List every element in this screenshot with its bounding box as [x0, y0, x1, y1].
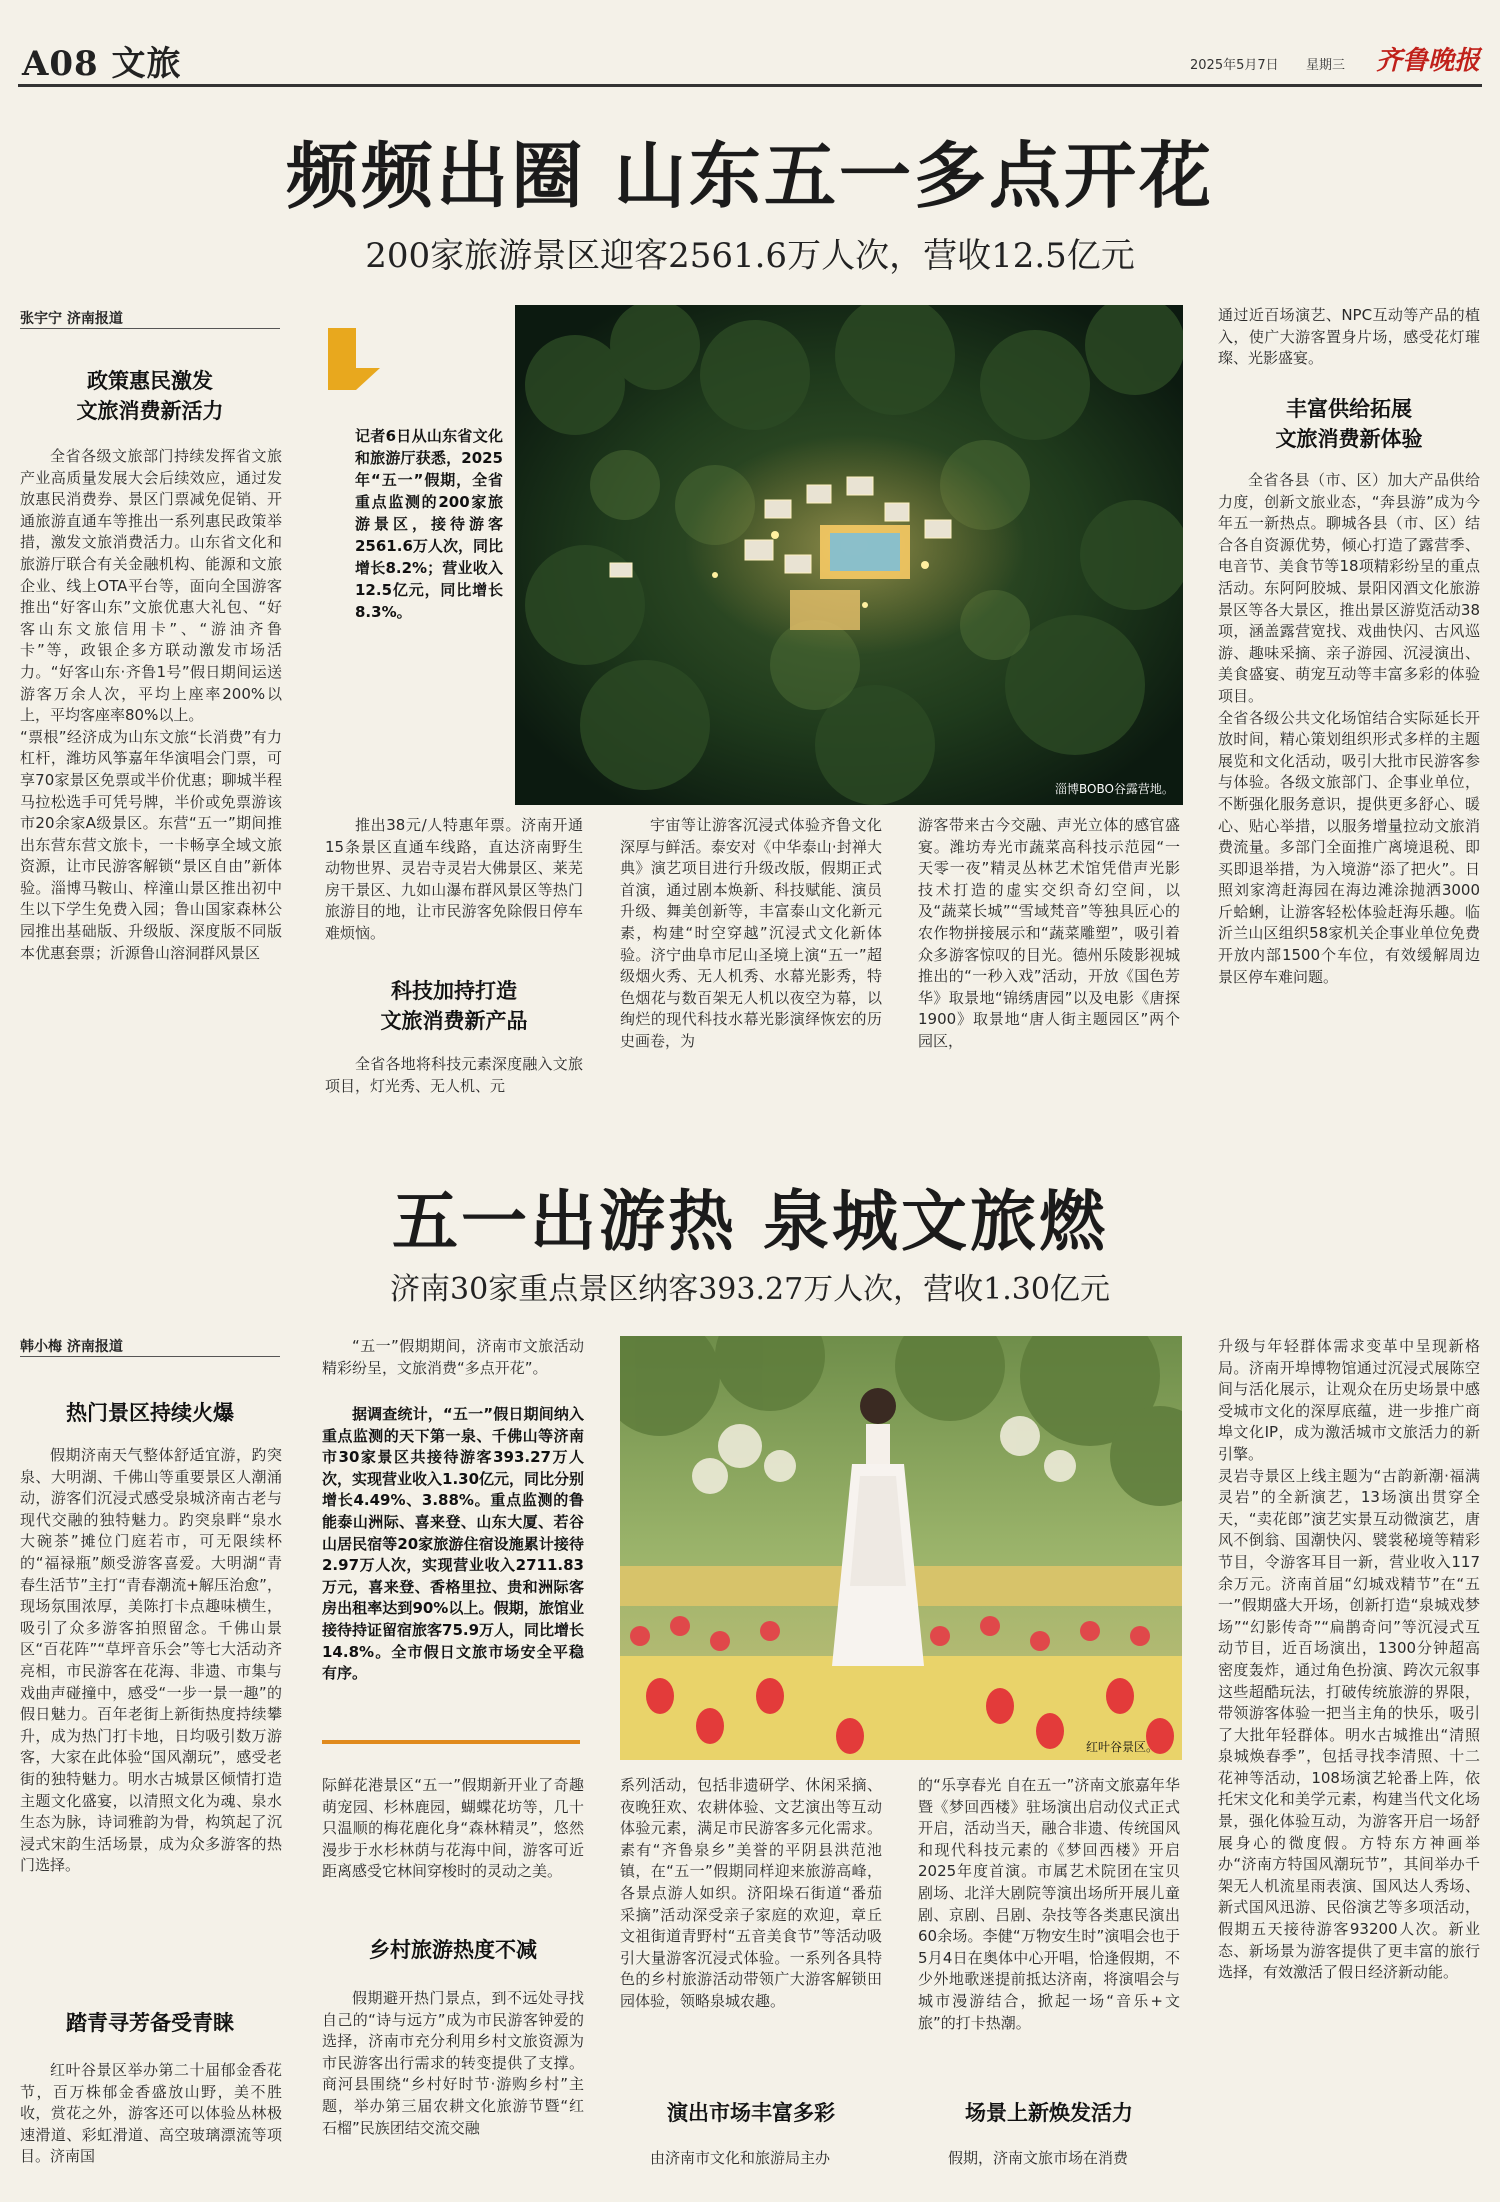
- story1-col2b-text: 全省各地将科技元素深度融入文旅项目，灯光秀、无人机、元: [325, 1055, 583, 1095]
- story1-byline: 张宇宁 济南报道: [20, 311, 123, 327]
- camping-photo: [515, 305, 1183, 805]
- lead-marker: [328, 328, 356, 390]
- story1-col2-text: 推出38元/人特惠年票。济南开通15条景区直通车线路，直达济南野生动物世界、灵岩寺灵岩大佛景区、莱芜房干景区、九如山瀑布群风景区等热门旅游目的地，让市民游客免除假日停车难烦恼。: [325, 816, 583, 942]
- story1-col1-text: 全省各级文旅部门持续发挥省文旅产业高质量发展大会后续效应，通过发放惠民消费券、景区门票减免促销、开通旅游直通车等推出一系列惠民政策举措，激发文旅消费活力。山东省文化和旅游厅联合有关金融机构、能源和文旅企业、线上OTA平台等，面向全国游客推出“好客山东”文旅优惠大礼包、“好客山东文旅信用卡”、“游油齐鲁卡”等，政银企多方联动激发市场活力。“好客山东·齐鲁1号”假日期间运送游客万余人次，平均上座率200%以上，平均客座率80%以上。 “票根”经济成为山东文旅“长消费”有力杠杆，潍坊风筝嘉年华演唱会门票，可享70家景区免票或半价优惠；聊城半程马拉松选手可凭号牌，半价或免票游该市20余家A级景区。东营“五一”期间推出东营东营文旅卡，一卡畅享全域文旅资源，让市民游客解锁“景区自由”新体验。淄博马鞍山、梓潼山景区推出初中生以下学生免费入园；鲁山国家森林公园推出基础版、升级版、深度版不同版本优惠套票；沂源鲁山溶洞群风景区: [20, 447, 282, 962]
- story1-headline: 频频出圈 山东五一多点开花: [285, 133, 1215, 218]
- stats-rule: [322, 1740, 580, 1744]
- lead-marker-tail: [356, 368, 380, 390]
- story1-section-title-tech: 科技加持打造 文旅消费新产品: [380, 978, 528, 1033]
- story1-col3-text: 宇宙等让游客沉浸式体验齐鲁文化深厚与鲜活。泰安对《中华泰山·封禅大典》演艺项目进行升级改版，假期正式首演，通过剧本焕新、科技赋能、演员升级、舞美创新等，丰富泰山文化新元素，构建“时空穿越”沉浸式文化新体验。济宁曲阜市尼山圣境上演“五一”超级烟火秀、无人机秀、水幕光影秀，特色烟花与数百架无人机以夜空为幕，以绚烂的现代科技水幕光影演绎恢宏的历史画卷，为: [620, 816, 882, 1050]
- story2-col2c-text: 假期避开热门景点，到不远处寻找自己的“诗与远方”成为市民游客钟爱的选择，济南市充分利用乡村文旅资源为市民游客出行需求的转变提供了支撑。商河县围绕“乡村好时节·游购乡村”主题，举办第三届农耕文化旅游节暨“红石榴”民族团结交流交融: [322, 1989, 584, 2137]
- story2-col4-text: 的“乐享春光 自在五一”济南文旅嘉年华暨《梦回西楼》驻场演出启动仪式正式开启，活动当天，融合非遗、传统国风和现代科技元素的《梦回西楼》开启2025年度首演。市属艺术院团在宝贝剧场、北洋大剧院等演出场所开展儿童剧、京剧、吕剧、杂技等各类惠民演出60余场。李健“万物安生时”演唱会也于5月4日在奥体中心开唱，恰逢假期，不少外地歌迷提前抵达济南，将演唱会与城市漫游结合，掀起一场“音乐+文旅”的打卡热潮。: [918, 1776, 1180, 2032]
- story2-subhead: 济南30家重点景区纳客393.27万人次，营收1.30亿元: [390, 1272, 1110, 1307]
- story1-col5b-text: 全省各县（市、区）加大产品供给力度，创新文旅业态，“奔县游”成为今年五一新热点。聊城各县（市、区）结合各自资源优势，倾心打造了露营季、电音节、美食节等18项精彩纷呈的重点活动。东阿阿胶城、景阳冈酒文化旅游景区等各大景区，推出景区游览活动38项，涵盖露营宽找、戏曲快闪、古风巡游、趣味采摘、亲子游园、沉浸演出、美食盛宴、萌宠互动等丰富多彩的体验项目。 全省各级公共文化场馆结合实际延长开放时间，精心策划组织形式多样的主题展览和文化活动，吸引大批市民游客参与体验。各级文旅部门、企事业单位，不断强化服务意识，提供更多舒心、暖心、贴心举措，以服务增量拉动文旅消费流量。多部门全面推广离境退税、即买即退举措，为入境游“添了把火”。日照刘家湾赶海园在海边滩涂抛洒3000斤蛤蜊，让游客轻松体验赶海乐趣。临沂兰山区组织58家机关企事业单位免费开放内部1500个车位，有效缓解周边景区停车难问题。: [1218, 471, 1480, 986]
- byline-rule-2: [20, 1356, 280, 1357]
- issue-date: 2025年5月7日: [1190, 58, 1279, 73]
- story2-section-title-scene: 场景上新焕发活力: [965, 2100, 1133, 2125]
- tulip-photo-caption: 红叶谷景区。: [1086, 1740, 1159, 1754]
- story2-col4b-text: 假期，济南文旅市场在消费: [948, 2149, 1129, 2167]
- story2-section-title-hot: 热门景区持续火爆: [66, 1400, 234, 1425]
- story2-section-title-show: 演出市场丰富多彩: [667, 2100, 835, 2125]
- story2-headline: 五一出游热 泉城文旅燃: [392, 1182, 1108, 1260]
- story1-col4-text: 游客带来古今交融、声光立体的感官盛宴。潍坊寿光市蔬菜高科技示范园“一天零一夜”精灵丛林艺术馆凭借声光影技术打造的虚实交织奇幻空间，以及“蔬菜长城”“雪域梵音”等独具匠心的农作物拼接展示和“蔬菜雕塑”，吸引着众多游客惊叹的目光。德州乐陵影视城推出的“一秒入戏”活动，开放《国色芳华》取景地“锦绣唐园”以及电影《唐探1900》取景地“唐人街主题园区”两个园区，: [918, 816, 1180, 1050]
- story2-col5-text: 升级与年轻群体需求变革中呈现新格局。济南开埠博物馆通过沉浸式展陈空间与活化展示，让观众在历史场景中感受城市文化的深厚底蕴，进一步推广商埠文化IP，成为激活城市文旅活力的新引擎。 灵岩寺景区上线主题为“古韵新潮·福满灵岩”的全新演艺，13场演出贯穿全天，“卖花郎”演艺实景互动微演艺，唐风不倒翁、国潮快闪、襞裳秘境等精彩节目，令游客耳目一新，营业收入117余万元。济南首届“幻城戏精节”在“五一”假期盛大开场，创新打造“泉城戏梦场”“幻影传奇”“扁鹊奇问”等沉浸式互动节目，近百场演出，1300分钟超高密度轰炸，通过角色扮演、跨次元叙事这些超酷玩法，打破传统旅游的界限，带领游客体验一把当主角的快乐，吸引了大批年轻群体。明水古城推出“清照泉城焕春季”，包括寻找李清照、十二花神等活动，108场演艺轮番上阵，依托宋文化和美学元素，构建当代文化场景，强化体验互动，为游客开启一场舒展身心的微度假。方特东方神画举办“济南方特国风潮玩节”，其间举办千架无人机流星雨表演、国风达人秀场、新式国风迅游、民俗演艺等多项活动，假期五天接待游客93200人次。新业态、新场景为游客提供了更丰富的旅行选择，有效激活了假日经济新动能。: [1218, 1337, 1480, 1982]
- story2-col3-text: 系列活动，包括非遗研学、休闲采摘、夜晚狂欢、农耕体验、文艺演出等互动体验元素，满足市民游客多元化需求。素有“齐鲁泉乡”美誉的平阴县洪范池镇，在“五一”假期同样迎来旅游高峰，各景点游人如织。济阳垛石街道“番茄采摘”活动深受亲子家庭的欢迎，章丘文祖街道青野村“五音美食节”等活动吸引大量游客沉浸式体验。一系列各具特色的乡村旅游活动带领广大游客解锁田园体验，领略泉城农趣。: [620, 1776, 882, 2010]
- story2-section-title-spring: 踏青寻芳备受青睐: [66, 2010, 234, 2035]
- newspaper-logo: 齐鲁晚报: [1376, 46, 1481, 76]
- story2-section-title-rural: 乡村旅游热度不减: [369, 1937, 537, 1962]
- story2-stats: 据调查统计，“五一”假日期间纳入重点监测的天下第一泉、千佛山等济南市30家景区共接待游客393.27万人次，实现营业收入1.30亿元，同比分别增长4.49%、3.88%。重点监测的鲁能泰山洲际、喜来登、山东大厦、若谷山居民宿等20家旅游住宿设施累计接待2.97万人次，实现营业收入2711.83万元，喜来登、香格里拉、贵和洲际客房出租率达到90%以上。假期，旅馆业接待持证留宿旅客75.9万人，同比增长14.8%。全市假日文旅市场安全平稳有序。: [322, 1405, 584, 1683]
- story2-col2-intro: “五一”假期期间，济南市文旅活动精彩纷呈，文旅消费“多点开花”。: [322, 1337, 584, 1377]
- story1-lead: 记者6日从山东省文化和旅游厅获悉，2025年“五一”假期，全省重点监测的200家旅游景区，接待游客2561.6万人次，同比增长8.2%；营业收入12.5亿元，同比增长8.3%。: [355, 427, 503, 621]
- header-rule: [18, 84, 1482, 87]
- story1-section-title-policy: 政策惠民激发 文旅消费新活力: [76, 368, 224, 423]
- story2-col1-text: 假期济南天气整体舒适宜游，趵突泉、大明湖、千佛山等重要景区人潮涌动，游客们沉浸式感受泉城济南古老与现代交融的独特魅力。趵突泉畔“泉水大碗茶”摊位门庭若市，可无限续杯的“福禄瓶”颇受游客喜爱。大明湖“青春生活节”主打“青春潮流+解压治愈”，现场氛围浓厚，美陈打卡点趣味横生，吸引了众多游客拍照留念。千佛山景区“百花阵”“草坪音乐会”等七大活动齐亮相，市民游客在花海、非遗、市集与戏曲声碰撞中，感受“一步一景一趣”的假日魅力。百年老街上新街热度持续攀升，成为热门打卡地，日均吸引数万游客，大家在此体验“国风潮玩”，感受老街的独特魅力。明水古城景区倾情打造主题文化盛宴，以清照文化为魂、泉水生态为脉，诗词雅韵为骨，构筑起了沉浸式宋韵生活场景，成为众多游客的热门选择。: [20, 1446, 282, 1875]
- camping-photo-caption: 淄博BOBO谷露营地。: [1055, 782, 1174, 796]
- tulip-photo: [620, 1336, 1182, 1760]
- issue-weekday: 星期三: [1306, 58, 1346, 73]
- story2-col1b-text: 红叶谷景区举办第二十届郁金香花节，百万株郁金香盛放山野，美不胜收，赏花之外，游客还可以体验丛林极速滑道、彩虹滑道、高空玻璃漂流等项目。济南国: [20, 2061, 282, 2166]
- story2-byline: 韩小梅 济南报道: [20, 1339, 123, 1355]
- story1-section-title-supply: 丰富供给拓展 文旅消费新体验: [1275, 396, 1423, 451]
- byline-rule: [20, 328, 280, 329]
- story1-col5a-text: 通过近百场演艺、NPC互动等产品的植入，使广大游客置身片场，感受花灯璀璨、光影盛宴。: [1218, 306, 1480, 368]
- story1-subhead: 200家旅游景区迎客2561.6万人次，营收12.5亿元: [365, 236, 1135, 276]
- story2-col3b-text: 由济南市文化和旅游局主办: [650, 2149, 831, 2167]
- story2-col2b-text: 际鲜花港景区“五一”假期新开业了奇趣萌宠园、杉林鹿园，蝴蝶花坊等，几十只温顺的梅花鹿化身“森林精灵”，悠然漫步于水杉林荫与花海中间，游客可近距离感受它林间穿梭时的灵动之美。: [322, 1776, 584, 1881]
- section-label: A08 文旅: [22, 44, 182, 84]
